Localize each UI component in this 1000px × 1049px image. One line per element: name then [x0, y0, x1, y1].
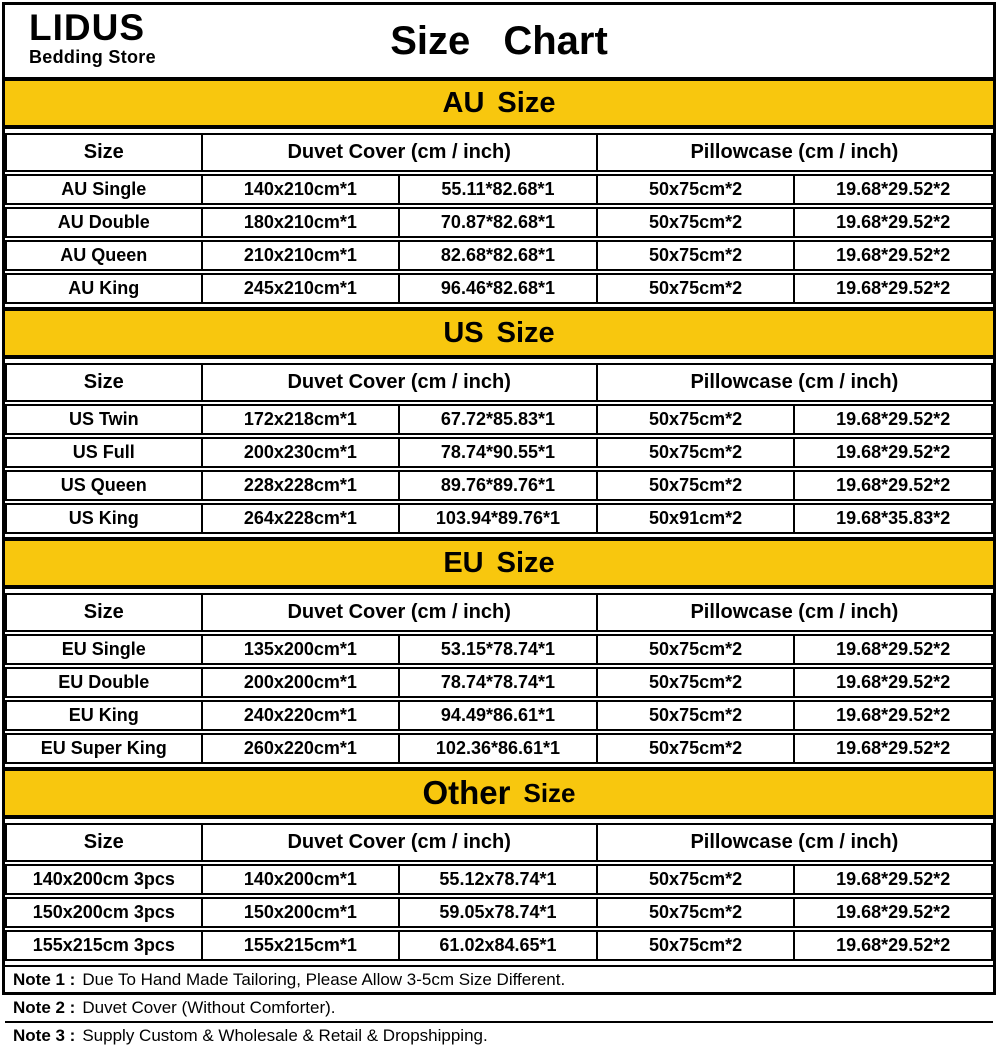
note-row-3	[5, 1021, 993, 1049]
us-size-table	[5, 361, 993, 536]
size-cell: 140x200cm 3pcs	[5, 864, 203, 895]
size-cell: AU Double	[5, 207, 203, 238]
duvet-inch-cell: 78.74*90.55*1	[400, 437, 598, 468]
size-cell: US Twin	[5, 404, 203, 435]
brand-name: LIDUS	[29, 7, 145, 48]
duvet-cm-cell: 240x220cm*1	[203, 700, 401, 731]
eu-size-banner	[5, 537, 993, 589]
duvet-cm-cell: 172x218cm*1	[203, 404, 401, 435]
duvet-inch-cell: 67.72*85.83*1	[400, 404, 598, 435]
duvet-inch-cell: 103.94*89.76*1	[400, 503, 598, 534]
banner-sub-label: Size	[497, 86, 556, 119]
table-row	[5, 470, 993, 501]
au-size-table	[5, 131, 993, 306]
banner-main-label: US	[443, 316, 484, 349]
size-cell: 150x200cm 3pcs	[5, 897, 203, 928]
pillow-inch-cell: 19.68*29.52*2	[795, 700, 993, 731]
pillow-inch-cell: 19.68*29.52*2	[795, 864, 993, 895]
duvet-cm-cell: 155x215cm*1	[203, 930, 401, 961]
other-size-table	[5, 821, 993, 963]
table-row	[5, 503, 993, 534]
table-row	[5, 733, 993, 764]
duvet-inch-cell: 82.68*82.68*1	[400, 240, 598, 271]
pillow-cm-cell: 50x75cm*2	[598, 207, 796, 238]
pillow-inch-cell: 19.68*29.52*2	[795, 634, 993, 665]
us-size-banner	[5, 307, 993, 359]
duvet-inch-cell: 55.11*82.68*1	[400, 174, 598, 205]
size-cell: AU Single	[5, 174, 203, 205]
duvet-cm-cell: 140x210cm*1	[203, 174, 401, 205]
size-cell: AU King	[5, 273, 203, 304]
table-row	[5, 240, 993, 271]
page-header	[5, 5, 993, 77]
notes-section	[5, 965, 993, 1049]
duvet-inch-cell: 53.15*78.74*1	[400, 634, 598, 665]
pillow-cm-cell: 50x75cm*2	[598, 733, 796, 764]
duvet-cm-cell: 245x210cm*1	[203, 273, 401, 304]
size-cell: US King	[5, 503, 203, 534]
pillow-cm-cell: 50x91cm*2	[598, 503, 796, 534]
table-row	[5, 437, 993, 468]
table-row	[5, 897, 993, 928]
banner-sub-label: Size	[496, 316, 555, 349]
pillowcase-column-header: Pillowcase (cm / inch)	[598, 133, 993, 172]
pillow-cm-cell: 50x75cm*2	[598, 174, 796, 205]
duvet-inch-cell: 59.05x78.74*1	[400, 897, 598, 928]
duvet-inch-cell: 96.46*82.68*1	[400, 273, 598, 304]
pillow-cm-cell: 50x75cm*2	[598, 864, 796, 895]
note-text: Duvet Cover (Without Comforter).	[82, 998, 336, 1017]
duvet-inch-cell: 102.36*86.61*1	[400, 733, 598, 764]
duvet-cm-cell: 264x228cm*1	[203, 503, 401, 534]
pillow-inch-cell: 19.68*29.52*2	[795, 404, 993, 435]
pillow-cm-cell: 50x75cm*2	[598, 700, 796, 731]
pillow-cm-cell: 50x75cm*2	[598, 240, 796, 271]
pillow-inch-cell: 19.68*29.52*2	[795, 667, 993, 698]
au-size-banner	[5, 77, 993, 129]
table-header-row	[5, 133, 993, 172]
banner-sub-label: Size	[523, 777, 576, 808]
pillow-inch-cell: 19.68*29.52*2	[795, 470, 993, 501]
size-column-header: Size	[5, 823, 203, 862]
table-row	[5, 273, 993, 304]
table-row	[5, 174, 993, 205]
section-eu	[5, 537, 993, 767]
pillow-cm-cell: 50x75cm*2	[598, 897, 796, 928]
pillow-inch-cell: 19.68*35.83*2	[795, 503, 993, 534]
size-column-header: Size	[5, 593, 203, 632]
table-header-row	[5, 593, 993, 632]
pillow-cm-cell: 50x75cm*2	[598, 634, 796, 665]
note-text: Due To Hand Made Tailoring, Please Allow 3-5cm Size Different.	[82, 970, 566, 989]
table-row	[5, 207, 993, 238]
pillow-cm-cell: 50x75cm*2	[598, 930, 796, 961]
size-cell: EU Single	[5, 634, 203, 665]
section-us	[5, 307, 993, 537]
duvet-inch-cell: 78.74*78.74*1	[400, 667, 598, 698]
pillow-inch-cell: 19.68*29.52*2	[795, 240, 993, 271]
eu-size-table	[5, 591, 993, 766]
section-au	[5, 77, 993, 307]
duvet-inch-cell: 94.49*86.61*1	[400, 700, 598, 731]
size-cell: US Queen	[5, 470, 203, 501]
pillowcase-column-header: Pillowcase (cm / inch)	[598, 823, 993, 862]
size-column-header: Size	[5, 363, 203, 402]
duvet-inch-cell: 70.87*82.68*1	[400, 207, 598, 238]
table-row	[5, 700, 993, 731]
table-header-row	[5, 823, 993, 862]
size-cell: AU Queen	[5, 240, 203, 271]
pillow-inch-cell: 19.68*29.52*2	[795, 897, 993, 928]
duvet-inch-cell: 89.76*89.76*1	[400, 470, 598, 501]
duvet-cover-column-header: Duvet Cover (cm / inch)	[203, 363, 598, 402]
note-row-1	[5, 965, 993, 993]
note-label: Note 3 :	[13, 1026, 76, 1045]
pillow-cm-cell: 50x75cm*2	[598, 273, 796, 304]
pillow-inch-cell: 19.68*29.52*2	[795, 207, 993, 238]
banner-main-label: Other	[422, 774, 511, 811]
banner-main-label: AU	[442, 86, 485, 119]
page-title: Size Chart	[390, 18, 608, 63]
table-header-row	[5, 363, 993, 402]
duvet-cm-cell: 140x200cm*1	[203, 864, 401, 895]
pillow-cm-cell: 50x75cm*2	[598, 404, 796, 435]
duvet-cm-cell: 135x200cm*1	[203, 634, 401, 665]
pillow-cm-cell: 50x75cm*2	[598, 470, 796, 501]
note-row-2	[5, 993, 993, 1021]
duvet-inch-cell: 61.02x84.65*1	[400, 930, 598, 961]
pillow-inch-cell: 19.68*29.52*2	[795, 733, 993, 764]
note-label: Note 2 :	[13, 998, 76, 1017]
brand-tagline: Bedding Store	[29, 47, 156, 67]
duvet-cover-column-header: Duvet Cover (cm / inch)	[203, 593, 598, 632]
size-cell: US Full	[5, 437, 203, 468]
duvet-cm-cell: 260x220cm*1	[203, 733, 401, 764]
table-row	[5, 634, 993, 665]
duvet-cm-cell: 180x210cm*1	[203, 207, 401, 238]
duvet-cover-column-header: Duvet Cover (cm / inch)	[203, 133, 598, 172]
section-other	[5, 767, 993, 964]
duvet-inch-cell: 55.12x78.74*1	[400, 864, 598, 895]
pillowcase-column-header: Pillowcase (cm / inch)	[598, 593, 993, 632]
table-row	[5, 404, 993, 435]
banner-main-label: EU	[443, 546, 484, 579]
duvet-cm-cell: 200x200cm*1	[203, 667, 401, 698]
pillow-inch-cell: 19.68*29.52*2	[795, 437, 993, 468]
pillow-inch-cell: 19.68*29.52*2	[795, 174, 993, 205]
duvet-cover-column-header: Duvet Cover (cm / inch)	[203, 823, 598, 862]
size-cell: EU Double	[5, 667, 203, 698]
pillow-cm-cell: 50x75cm*2	[598, 437, 796, 468]
duvet-cm-cell: 210x210cm*1	[203, 240, 401, 271]
duvet-cm-cell: 228x228cm*1	[203, 470, 401, 501]
duvet-cm-cell: 200x230cm*1	[203, 437, 401, 468]
note-text: Supply Custom & Wholesale & Retail & Dropshipping.	[82, 1026, 488, 1045]
pillow-inch-cell: 19.68*29.52*2	[795, 930, 993, 961]
size-column-header: Size	[5, 133, 203, 172]
size-cell: 155x215cm 3pcs	[5, 930, 203, 961]
table-row	[5, 930, 993, 961]
size-cell: EU Super King	[5, 733, 203, 764]
note-label: Note 1 :	[13, 970, 76, 989]
duvet-cm-cell: 150x200cm*1	[203, 897, 401, 928]
table-row	[5, 667, 993, 698]
pillow-inch-cell: 19.68*29.52*2	[795, 273, 993, 304]
pillow-cm-cell: 50x75cm*2	[598, 667, 796, 698]
pillowcase-column-header: Pillowcase (cm / inch)	[598, 363, 993, 402]
table-row	[5, 864, 993, 895]
other-size-banner	[5, 767, 993, 819]
page-frame	[2, 2, 996, 1045]
banner-sub-label: Size	[496, 546, 555, 579]
size-cell: EU King	[5, 700, 203, 731]
